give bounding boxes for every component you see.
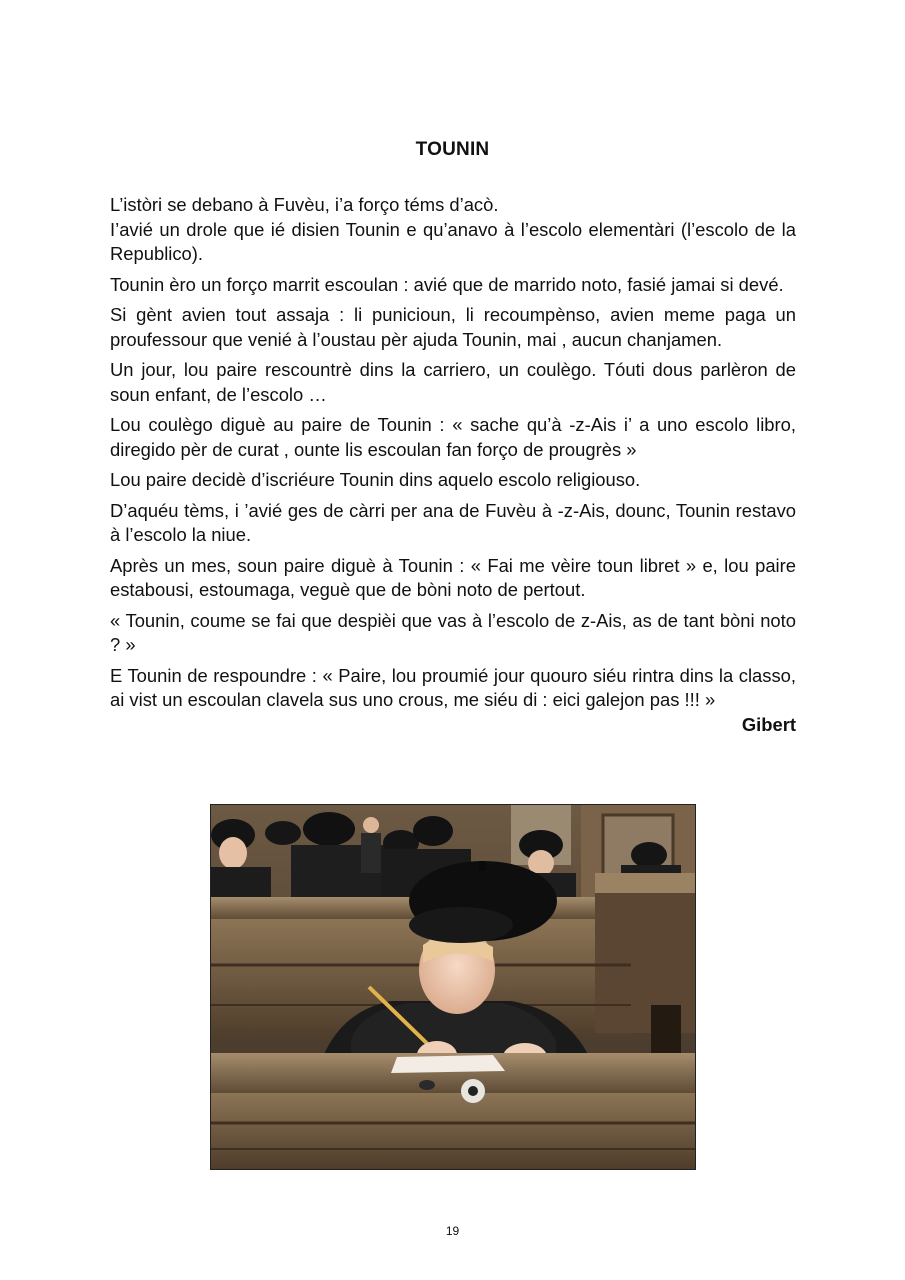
- school-children-writing-photo: [210, 804, 696, 1170]
- paragraph-8: D’aquéu tèms, i ’avié ges de càrri per ana de Fuvèu à -z-Ais, dounc, Tounin restavo à l’escolo la niue.: [110, 499, 796, 545]
- paragraph-5: Un jour, lou paire rescountrè dins la carriero, un coulègo. Tóuti dous parlèron de soun enfant, de l’escolo …: [110, 359, 796, 405]
- paragraph-9: Après un mes, soun paire diguè à Tounin : « Fai me vèire toun libret » e, lou paire estabousi, estoumaga, veguè que de bòni noto de pertout.: [110, 554, 796, 600]
- paragraph-10: « Tounin, coume se fai que despièi que vas à l’escolo de z-Ais, as de tant bòni noto ? »: [110, 609, 796, 655]
- author-signature: Gibert: [741, 713, 796, 735]
- story-text: [110, 193, 796, 743]
- paragraph-7: Lou paire decidè d’iscriéure Tounin dins aquelo escolo religiouso.: [110, 469, 641, 490]
- page-title: TOUNIN: [415, 139, 490, 160]
- paragraph-2: I’avié un drole que ié disien Tounin e qu’anavo à l’escolo elementàri (l’escolo de la Republico).: [110, 218, 796, 264]
- paragraph-4: Si gènt avien tout assaja : li punicioun, li recoumpènso, avien meme paga un proufessour que venié à l’oustau pèr ajuda Tounin, mai , aucun chanjamen.: [110, 304, 796, 350]
- paragraph-3: Tounin èro un forço marrit escoulan : avié que de marrido noto, fasié jamai si devé.: [110, 273, 784, 295]
- page-number: 19: [445, 1224, 460, 1238]
- photo-illustration: [211, 805, 695, 1169]
- paragraph-11: E Tounin de respoundre : « Paire, lou proumié jour quouro siéu rintra dins la classo, ai vist un escoulan clavela sus uno crous, me siéu di : eici galejon pas !!! »: [110, 664, 796, 710]
- paragraph-6: Lou coulègo diguè au paire de Tounin : « sache qu’à -z-Ais i’ a uno escolo libro, diregido pèr de curat , ounte lis escoulan fan forço de prougrès »: [110, 414, 796, 460]
- paragraph-1: L’istòri se debano à Fuvèu, i’a forço téms d’acò.: [110, 194, 499, 215]
